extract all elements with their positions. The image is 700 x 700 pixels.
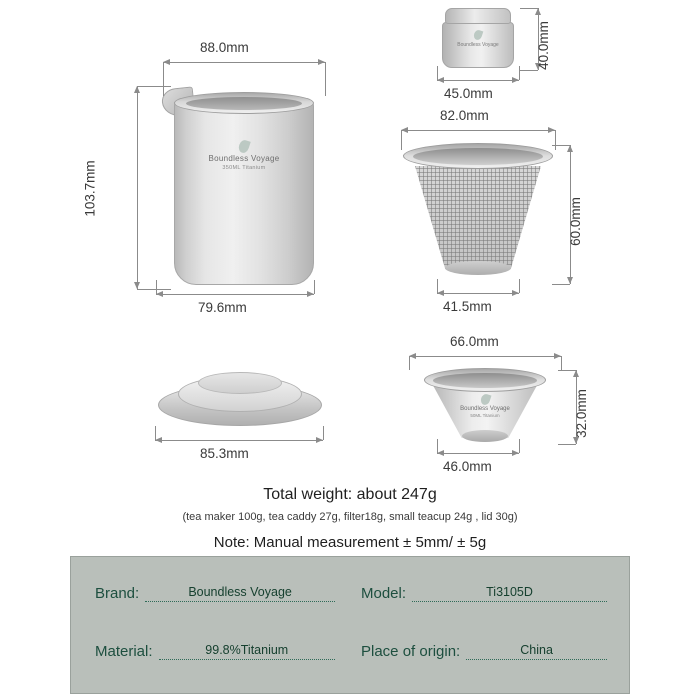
dim-arrow-up [573,370,579,377]
dim-pitcher-base: 79.6mm [198,300,247,315]
dim-ext-line [519,439,520,453]
dim-arrow-left [437,77,444,83]
cup-rim-inner [433,373,537,388]
dim-ext-line [558,370,576,371]
filter-base [445,261,511,275]
dim-arrow-right [554,353,561,359]
dim-ext-line [552,145,570,146]
dim-line-filter-width [401,130,555,131]
spec-label-brand: Brand: [95,585,140,602]
dim-arrow-left [437,290,444,296]
dim-caddy-height: 40.0mm [535,21,551,70]
spec-row-origin [361,637,607,660]
dim-arrow-left [163,59,170,65]
cup-brand-name: Boundless Voyage [460,406,510,412]
spec-value-origin: China [520,643,553,657]
spec-value-material: 99.8%Titanium [205,643,289,657]
pitcher-body [174,98,314,285]
dim-ext-line [409,356,410,370]
caddy-brand-text: Boundless Voyage [457,42,499,48]
dim-arrow-up [535,8,541,15]
dim-ext-line [437,279,438,293]
spec-label-model: Model: [361,585,407,602]
teacup-illustration [424,368,546,446]
dim-arrow-left [155,437,162,443]
dim-filter-width: 82.0mm [440,108,489,123]
filter-mesh [415,157,541,269]
pitcher-brand-name: Boundless Voyage [208,154,280,163]
dim-arrow-left [409,353,416,359]
dim-arrow-right [512,290,519,296]
spec-value-origin-field [466,637,607,660]
dim-ext-line [323,426,324,440]
spec-value-brand: Boundless Voyage [188,585,292,599]
dim-ext-line [520,70,538,71]
dim-ext-line [163,62,164,96]
filter-illustration [403,143,553,283]
dim-line-pitcher-width [163,62,325,63]
cup-brand-sub: 50ML Titanium [470,413,500,418]
dim-pitcher-width: 88.0mm [200,40,249,55]
tea-maker-illustration [168,80,320,285]
spec-row-model [361,579,607,602]
dim-cup-width: 66.0mm [450,334,499,349]
dim-arrow-up [567,145,573,152]
dim-ext-line [519,66,520,80]
dim-filter-height: 60.0mm [567,197,583,246]
dim-ext-line [552,284,570,285]
lid-top-knob [198,372,282,394]
spec-label-origin: Place of origin: [361,643,461,660]
dim-arrow-down [134,282,140,289]
dim-caddy-width: 45.0mm [444,86,493,101]
pitcher-brand-text [168,154,320,171]
dim-arrow-down [567,277,573,284]
dim-arrow-left [156,291,163,297]
dim-arrow-right [512,450,519,456]
pitcher-brand-sub: 350ML Titanium [222,165,266,171]
filter-rim-inner [413,148,543,165]
dim-filter-base: 41.5mm [443,299,492,314]
dim-line-lid-width [155,440,323,441]
caddy-lid [445,8,511,24]
lid-illustration [158,370,322,432]
spec-value-model: Ti3105D [486,585,533,599]
dim-arrow-right [318,59,325,65]
dim-arrow-left [401,127,408,133]
dim-arrow-left [437,450,444,456]
dim-line-cup-base [437,453,519,454]
cup-foot [462,430,508,442]
dim-arrow-right [307,291,314,297]
cup-brand-text [424,406,546,418]
dim-ext-line [156,280,157,294]
spec-label-material: Material: [95,643,153,660]
total-weight-text: Total weight: about 247g [263,486,437,503]
spec-value-brand-field [145,579,335,602]
spec-table [70,556,630,694]
spec-row-brand [95,579,335,602]
dim-ext-line [520,8,538,9]
dim-ext-line [325,62,326,96]
dim-line-pitcher-base [156,294,314,295]
dim-lid-width: 85.3mm [200,446,249,461]
dim-line-pitcher-height [137,86,138,289]
dim-ext-line [558,444,576,445]
dim-cup-height: 32.0mm [573,389,589,438]
dim-line-caddy-width [437,80,519,81]
dim-arrow-right [316,437,323,443]
tea-caddy-illustration [437,8,519,70]
dim-ext-line [401,130,402,150]
dim-line-filter-base [437,293,519,294]
dim-cup-base: 46.0mm [443,459,492,474]
dim-arrow-right [548,127,555,133]
dim-pitcher-height: 103.7mm [82,160,98,217]
dim-ext-line [137,289,171,290]
dim-line-cup-width [409,356,561,357]
pitcher-rim-inner [186,97,302,110]
dim-ext-line [437,439,438,453]
spec-value-material-field [159,637,335,660]
dim-ext-line [314,280,315,294]
dim-ext-line [561,356,562,370]
dim-arrow-right [512,77,519,83]
dim-ext-line [555,130,556,150]
weight-breakdown-text: (tea maker 100g, tea caddy 27g, filter18g, small teacup 24g , lid 30g) [182,511,518,523]
dim-ext-line [155,426,156,440]
dim-arrow-down [573,437,579,444]
dim-ext-line [519,279,520,293]
dim-ext-line [437,66,438,80]
dim-arrow-up [134,86,140,93]
measurement-note-text: Note: Manual measurement ± 5mm/ ± 5g [213,534,487,551]
spec-row-material [95,637,335,660]
spec-value-model-field [412,579,607,602]
dim-ext-line [137,86,171,87]
